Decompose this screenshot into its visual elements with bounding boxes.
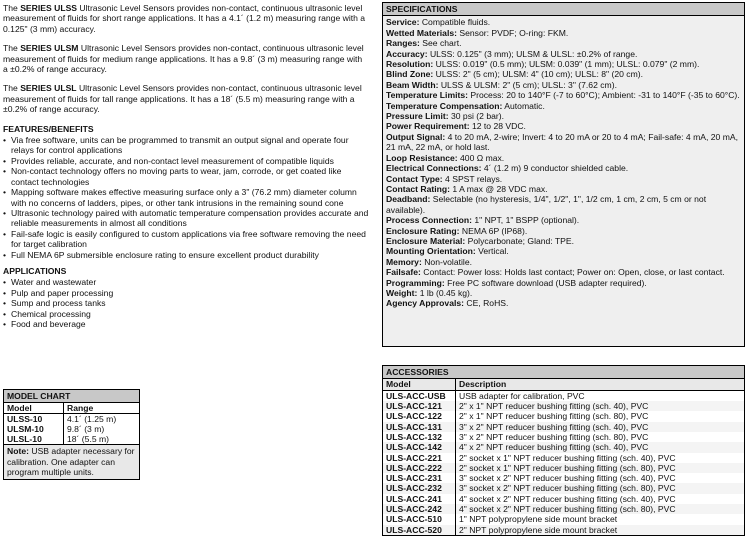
accessory-model-cell: ULS-ACC-231 [383,473,456,483]
spec-value: ULSS: 2" (5 cm); ULSM: 4" (10 cm); ULSL: 8" (20 cm). [433,69,643,80]
table-row [383,432,744,442]
spec-label: Wetted Materials: [386,27,457,38]
specifications-title: SPECIFICATIONS [383,3,744,16]
table-row [4,414,139,425]
series-name: SERIES ULSM [20,43,79,54]
list-item: • Pulp and paper processing [3,288,369,298]
spec-label: Enclosure Rating: [386,225,460,236]
accessory-model-cell: ULS-ACC-121 [383,401,456,411]
table-header-row [4,403,139,414]
accessory-model-cell: ULS-ACC-142 [383,442,456,452]
accessory-description-cell: 2" NPT polypropylene side mount bracket [456,525,745,535]
accessory-description-cell: 3" x 2" NPT reducer bushing fitting (sch. 40), PVC [456,422,745,432]
spec-label: Blind Zone: [386,69,434,80]
spec-label: Programming: [386,277,445,288]
spec-label: Ranges: [386,38,420,49]
range-cell: 4.1´ (1.25 m) [67,414,117,425]
spec-value: Selectable (no hysteresis, 1/4", 1/2", 1", 1/2 cm, 1 cm, 2 cm, 5 cm or not available). [386,194,707,215]
spec-row [386,236,741,246]
table-row [383,463,744,473]
spec-row [386,132,741,153]
spec-row [386,111,741,121]
range-cell: 18´ (5.5 m) [67,434,110,445]
spec-label: Contact Type: [386,173,443,184]
spec-row [386,288,741,298]
spec-label: Enclosure Material: [386,235,466,246]
spec-row [386,80,741,90]
spec-value: Free PC software download (USB adapter required). [444,277,647,288]
accessory-model-cell: ULS-ACC-USB [383,390,456,401]
intro-paragraph [3,3,369,34]
spec-value: See chart. [419,38,462,49]
note-text: USB adapter necessary for calibration. One adapter can program multiple units. [7,446,135,478]
note-label: Note: [7,446,29,457]
column-header: Model [4,403,64,414]
spec-row [386,49,741,59]
intro-text: Ultrasonic Level Sensors provides non-contact, continuous ultrasonic level measurement of fluids for tall range applications. It has a 18´ (5.5 m) measuring range with a ±0.2% of range accuracy. [3,83,362,115]
accessories-box [382,365,745,536]
accessory-description-cell: 2" socket x 1" NPT reducer bushing fitting (sch. 80), PVC [456,463,745,473]
accessory-model-cell: ULS-ACC-232 [383,483,456,493]
accessory-description-cell: 3" x 2" NPT reducer bushing fitting (sch. 80), PVC [459,432,649,442]
specifications-box [382,2,745,347]
model-chart [3,389,140,480]
spec-label: Resolution: [386,59,434,70]
spec-row [386,90,741,100]
list-item: • Sump and process tanks [3,298,369,308]
spec-row [386,28,741,38]
spec-row [386,174,741,184]
applications-heading: APPLICATIONS [3,265,67,276]
spec-label: Electrical Connections: [386,163,482,174]
applications-list [3,277,369,329]
spec-row [386,298,741,308]
spec-label: Temperature Compensation: [386,100,503,111]
intro-paragraph [3,83,369,114]
table-row [383,514,744,524]
spec-value: Non-volatile. [421,256,472,267]
model-cell: ULSS-10 [4,414,64,425]
intro-text: The [3,83,21,94]
spec-row [386,17,741,27]
spec-value: Vertical. [475,246,509,257]
spec-label: Temperature Limits: [386,90,468,101]
accessory-model-cell: ULS-ACC-520 [383,525,456,535]
model-cell: ULSL-10 [4,434,64,444]
spec-value: Compatible fluids. [419,17,491,28]
intro-text: The [3,3,21,13]
spec-label: Mounting Orientation: [386,246,476,257]
table-row [383,483,744,493]
model-chart-table [4,403,139,444]
accessory-model-cell: ULS-ACC-242 [383,504,456,514]
spec-row [386,59,741,69]
accessory-description-cell: 2" socket x 1" NPT reducer bushing fitting (sch. 40), PVC [459,452,676,463]
spec-value: 30 psi (2 bar). [448,111,504,122]
spec-label: Memory: [386,256,422,267]
spec-row [386,257,741,267]
spec-row [386,38,741,48]
specifications-body [383,16,744,346]
accessory-description-cell: 3" socket x 2" NPT reducer bushing fitting (sch. 40), PVC [459,473,676,484]
accessories-title: ACCESSORIES [383,366,744,379]
accessory-description-cell: 2" x 1" NPT reducer bushing fitting (sch. 80), PVC [459,411,649,422]
features-heading: FEATURES/BENEFITS [3,123,94,134]
spec-label: Process Connection: [386,215,472,226]
accessory-description-cell: 4" socket x 2" NPT reducer bushing fitting (sch. 80), PVC [456,504,745,514]
table-header-row [383,379,744,390]
table-row [383,411,744,421]
spec-row [386,267,741,277]
list-item: • Non-contact technology offers no moving parts to wear, jam, corrode, or get coated like contact technologies [3,166,369,187]
accessory-model-cell: ULS-ACC-241 [383,494,456,504]
list-item: • Full NEMA 6P submersible enclosure rating to ensure excellent product durability [3,250,369,260]
accessory-description-cell: 4" x 2" NPT reducer bushing fitting (sch. 40), PVC [456,442,745,452]
spec-row [386,194,741,215]
accessory-model-cell: ULS-ACC-222 [383,463,456,473]
spec-value: Contact: Power loss: Holds last contact; Power on: Open, close, or last contact. [420,267,725,278]
spec-label: Beam Width: [386,79,439,90]
table-row [383,473,744,483]
spec-value: 1" NPT, 1" BSPP (optional). [471,215,580,226]
model-cell: ULSM-10 [4,424,64,434]
spec-label: Loop Resistance: [386,152,458,163]
table-row [4,434,139,444]
spec-row [386,246,741,256]
spec-row [386,278,741,288]
spec-label: Weight: [386,287,418,298]
column-header: Description [456,379,745,390]
list-item: • Water and wastewater [3,277,369,287]
spec-row [386,101,741,111]
spec-label: Power Requirement: [386,121,470,132]
list-item: • Provides reliable, accurate, and non-contact level measurement of compatible liquids [3,156,369,166]
accessory-description-cell: 4" socket x 2" NPT reducer bushing fitting (sch. 40), PVC [459,493,676,504]
spec-label: Contact Rating: [386,183,450,194]
list-item: • Chemical processing [3,309,369,319]
accessories-table [383,379,744,535]
list-item: • Fail-safe logic is easily configured to custom applications via free software removing the need for target calibration [3,229,369,250]
accessory-model-cell: ULS-ACC-510 [383,514,456,524]
range-cell: 9.8´ (3 m) [67,424,105,435]
column-header: Model [383,379,456,390]
table-row [4,424,139,434]
spec-label: Service: [386,17,420,28]
model-chart-note [4,444,139,478]
spec-value: 4 SPST relays. [442,173,503,184]
spec-row [386,226,741,236]
spec-row [386,184,741,194]
table-row [383,504,744,514]
accessory-description-cell: 3" socket x 2" NPT reducer bushing fitting (sch. 80), PVC [456,483,745,493]
list-item: • Ultrasonic technology paired with automatic temperature compensation provides accurate and reliable measurements in almost all conditions [3,208,369,229]
model-chart-title: MODEL CHART [4,390,139,403]
table-row [383,422,744,432]
table-row [383,494,744,504]
spec-row [386,121,741,131]
intro-text: Ultrasonic Level Sensors provides non-contact, continuous ultrasonic level measurement of fluids for short range applications. It has a 4.1´ (1.2 m) measuring range with a 0.125" (3 mm) accuracy. [3,3,366,34]
spec-value: Sensor: PVDF; O-ring: FKM. [457,27,569,38]
spec-value: ULSS: 0.019" (0.5 mm); ULSM: 0.039" (1 mm); ULSL: 0.079" (2 mm). [433,59,700,70]
table-row [383,390,744,401]
spec-value: 1 lb (0.45 kg). [417,287,473,298]
accessory-model-cell: ULS-ACC-122 [383,411,456,421]
spec-row [386,215,741,225]
spec-value: Polycarbonate; Gland: TPE. [465,235,575,246]
spec-label: Deadband: [386,194,431,205]
spec-value: CE, RoHS. [464,298,509,309]
column-header: Range [64,403,140,414]
spec-value: Automatic. [502,100,545,111]
spec-value: NEMA 6P (IP68). [459,225,528,236]
accessory-model-cell: ULS-ACC-221 [383,453,456,463]
table-row [383,525,744,535]
spec-value: 400 Ω max. [457,152,505,163]
accessory-model-cell: ULS-ACC-131 [383,422,456,432]
spec-value: Process: 20 to 140°F (-7 to 60°C); Ambient: -31 to 140°F (-35 to 60°C). [467,90,740,101]
list-item: • Mapping software makes effective measuring surface only a 3" (76.2 mm) diameter column with no concerns of ladders, pipes, or other tank intrusions in the remaining sound cone [3,187,369,208]
table-row [383,401,744,411]
spec-value: 4 to 20 mA, 2-wire; Invert: 4 to 20 mA or 20 to 4 mA; Fail-safe: 4 mA, 20 mA, 21 mA, 22 mA, or hold last. [386,131,738,153]
table-row [383,453,744,463]
spec-row [386,163,741,173]
spec-label: Failsafe: [386,267,421,278]
spec-label: Agency Approvals: [386,298,464,309]
spec-label: Accuracy: [386,48,428,59]
spec-label: Output Signal: [386,131,446,142]
intro-text: The [3,43,21,54]
spec-row [386,69,741,79]
spec-value: 1 A max @ 28 VDC max. [449,183,548,194]
list-item: • Via free software, units can be programmed to transmit an output signal and operate four relays for control applications [3,135,369,156]
spec-row [386,153,741,163]
series-name: SERIES ULSS [20,3,78,13]
spec-value: 12 to 28 VDC. [469,121,526,132]
intro-text: Ultrasonic Level Sensors provides non-contact, continuous ultrasonic level measurement of fluids for medium range applications. It has a 9.8´ (3 m) measuring range with a ±0.2% of range accuracy. [3,43,364,75]
accessory-description-cell: USB adapter for calibration, PVC [459,390,585,401]
features-list [3,135,369,260]
accessory-model-cell: ULS-ACC-132 [383,432,456,442]
spec-label: Pressure Limit: [386,111,449,122]
series-name: SERIES ULSL [20,83,77,94]
intro-paragraph [3,43,369,74]
table-row [383,442,744,452]
left-column [3,3,369,335]
accessory-description-cell: 1" NPT polypropylene side mount bracket [459,514,618,525]
list-item: • Food and beverage [3,319,369,329]
spec-value: 4´ (1.2 m) 9 conductor shielded cable. [481,163,629,174]
spec-value: ULSS: 0.125" (3 mm); ULSM & ULSL: ±0.2% of range. [427,48,638,59]
accessory-description-cell: 2" x 1" NPT reducer bushing fitting (sch. 40), PVC [456,401,745,411]
spec-value: ULSS & ULSM: 2" (5 cm); ULSL: 3" (7.62 cm). [438,79,617,90]
